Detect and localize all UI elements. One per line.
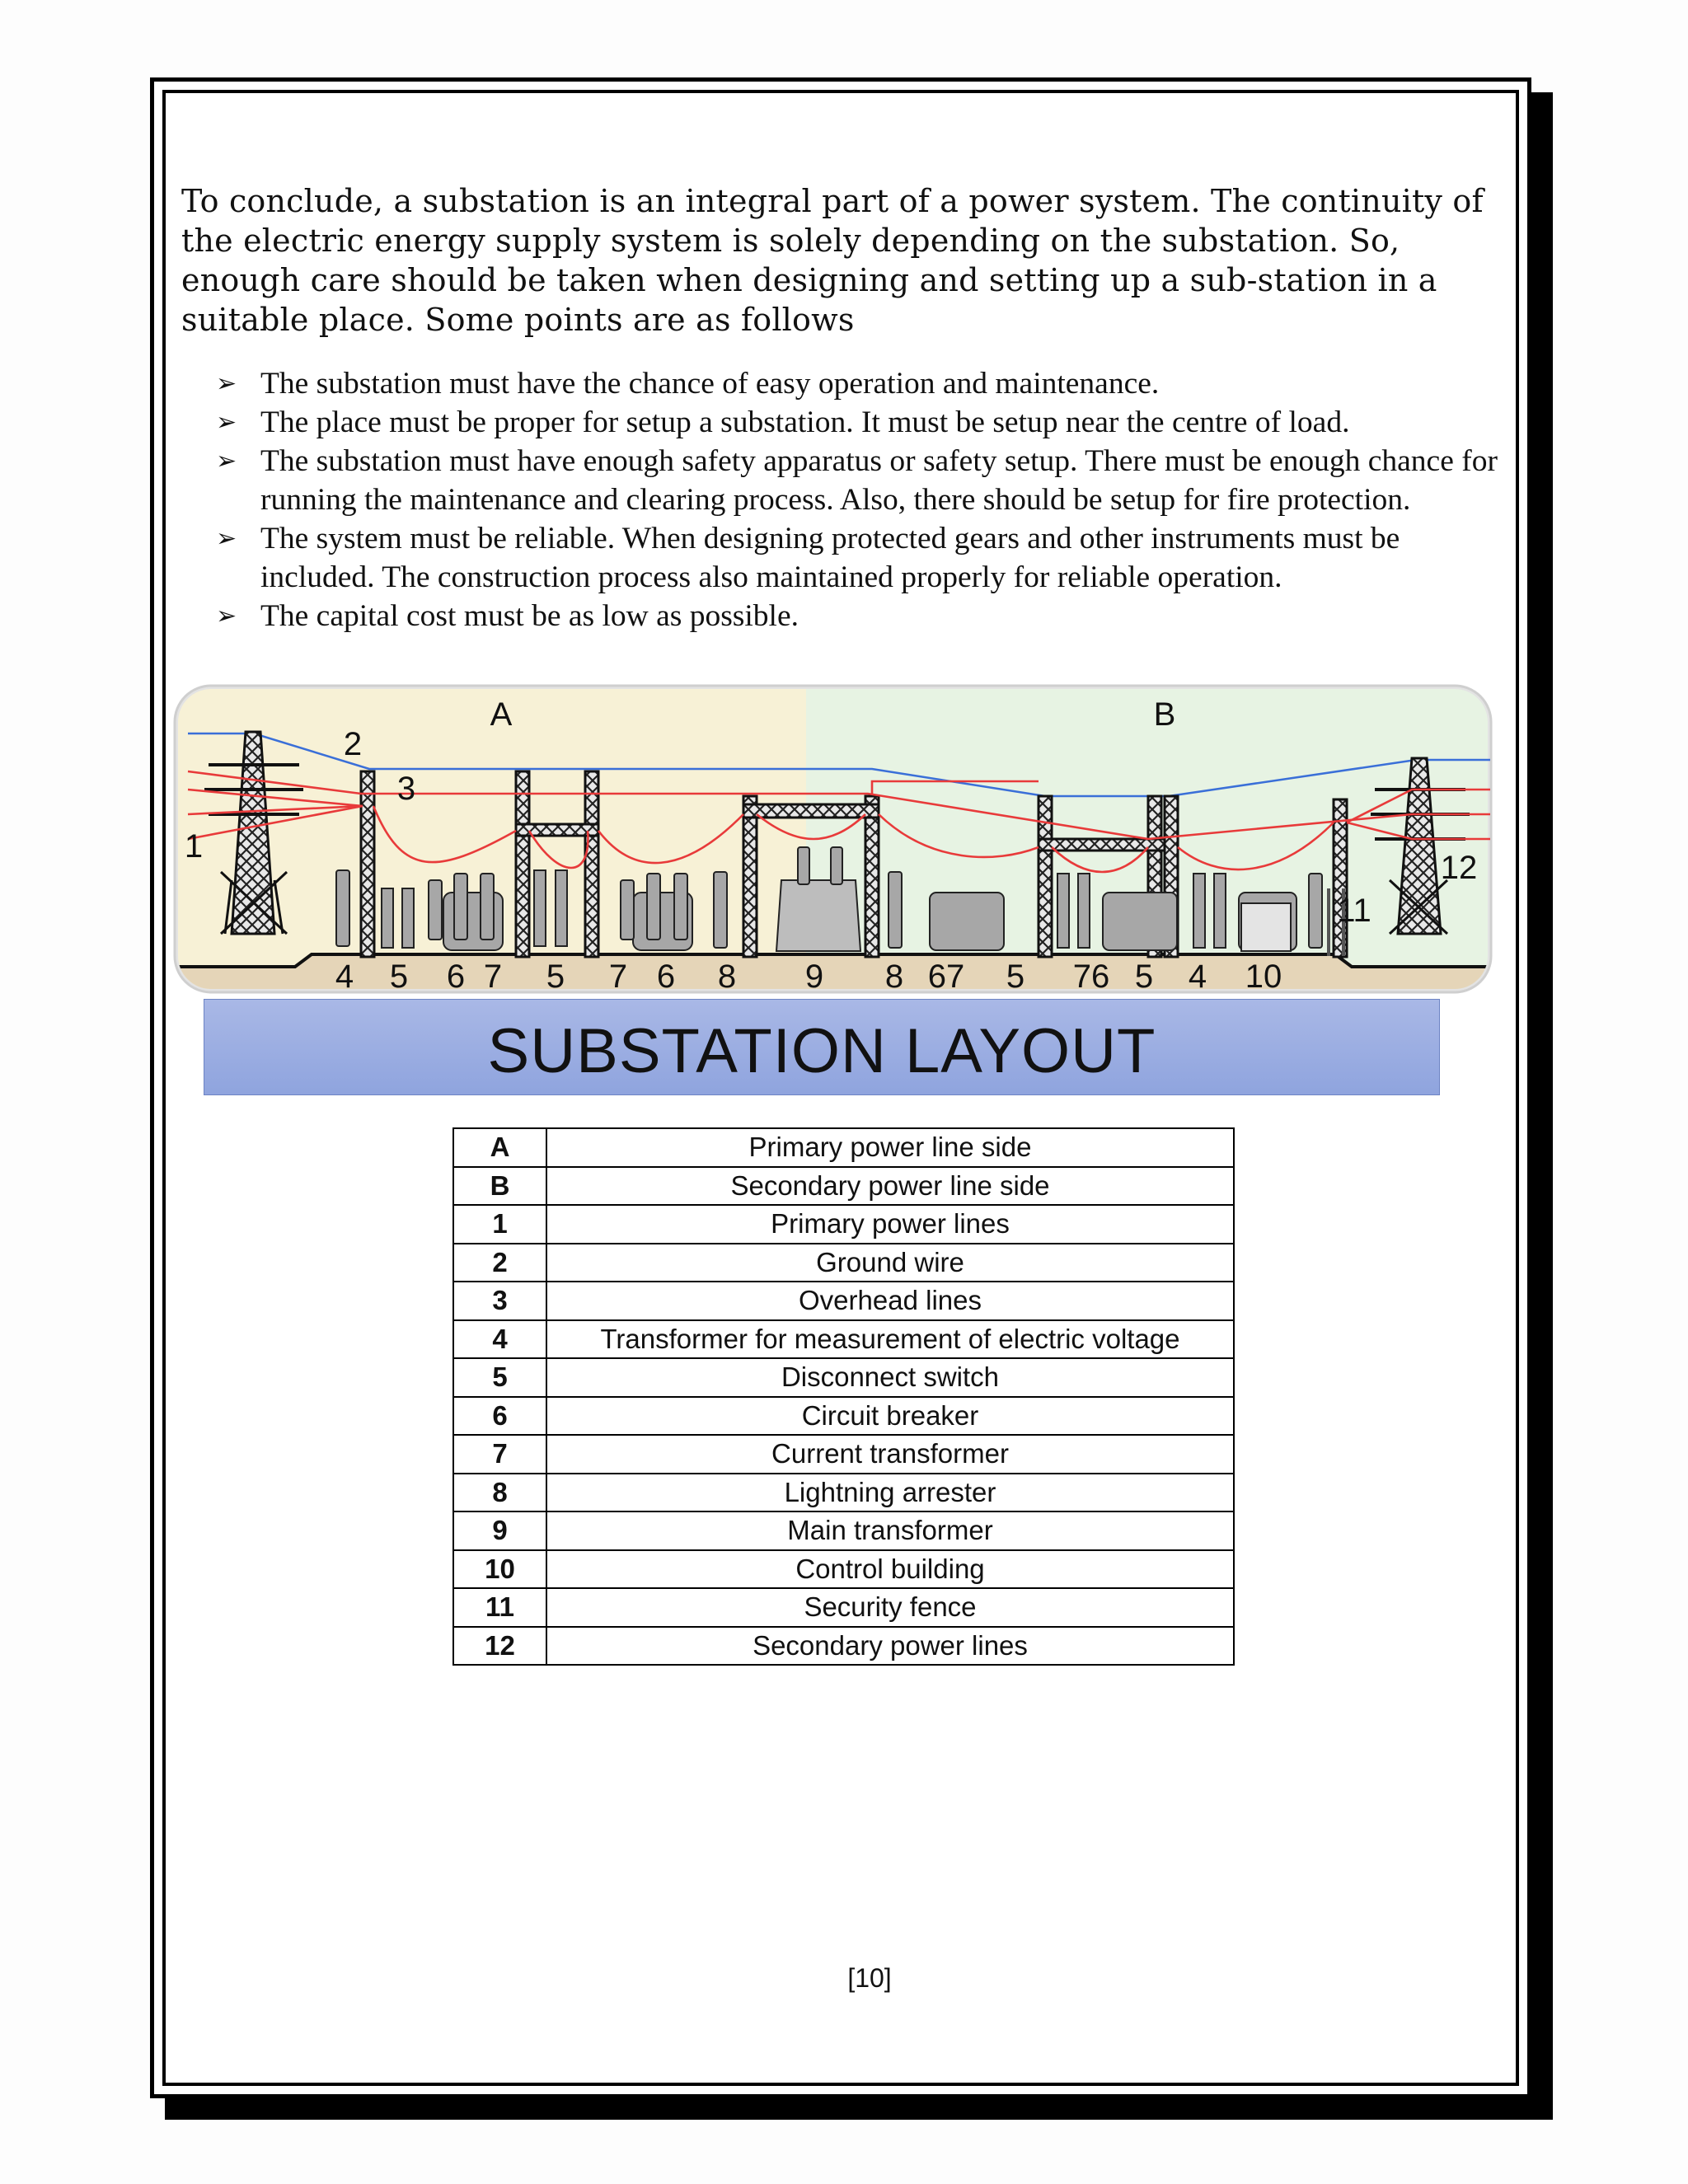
list-item — [216, 364, 1518, 403]
list-item-text: The substation must have the chance of easy operation and maintenance. — [260, 367, 1160, 401]
arrow-bullet-icon: ➢ — [216, 369, 237, 398]
legend-desc: Primary power lines — [546, 1205, 1234, 1244]
section-label-a: A — [490, 696, 513, 733]
list-item — [216, 519, 1518, 597]
table-row — [453, 1358, 1234, 1397]
ground-label: 5 — [389, 958, 409, 995]
callout-2: 2 — [343, 726, 363, 762]
page-number: [10] — [847, 1963, 892, 1993]
legend-desc: Security fence — [546, 1588, 1234, 1627]
arrow-bullet-icon: ➢ — [216, 602, 237, 630]
legend-desc: Main transformer — [546, 1511, 1234, 1550]
table-row — [453, 1435, 1234, 1474]
ground-label: 5 — [546, 958, 565, 995]
banner-title: SUBSTATION LAYOUT — [487, 1016, 1156, 1086]
legend-key: 11 — [453, 1588, 546, 1627]
legend-desc: Ground wire — [546, 1244, 1234, 1282]
ground-label: 5 — [1134, 958, 1154, 995]
points-list — [216, 364, 1518, 635]
table-row — [453, 1320, 1234, 1359]
ground-label: 5 — [1006, 958, 1025, 995]
legend-desc: Primary power line side — [546, 1128, 1234, 1167]
table-row — [453, 1550, 1234, 1589]
table-row — [453, 1627, 1234, 1666]
callout-3: 3 — [396, 771, 416, 807]
table-row — [453, 1511, 1234, 1550]
ground-label: 7 — [608, 958, 628, 995]
legend-key: 5 — [453, 1358, 546, 1397]
list-item — [216, 403, 1518, 442]
list-item-text: The system must be reliable. When designing protected gears and other instruments must be included. The construction process also maintained properly for reliable operation. — [260, 522, 1400, 594]
callout-11: 11 — [1337, 893, 1372, 929]
legend-key: 1 — [453, 1205, 546, 1244]
legend-desc: Transformer for measurement of electric voltage — [546, 1320, 1234, 1359]
arrow-bullet-icon: ➢ — [216, 447, 237, 476]
legend-key: 9 — [453, 1511, 546, 1550]
table-row — [453, 1128, 1234, 1167]
ground-label: 76 — [1072, 958, 1110, 995]
arrow-bullet-icon: ➢ — [216, 408, 237, 437]
legend-table — [452, 1127, 1235, 1666]
callout-1: 1 — [184, 828, 204, 865]
list-item — [216, 442, 1518, 519]
ground-label: 67 — [927, 958, 965, 995]
legend-desc: Secondary power lines — [546, 1627, 1234, 1666]
legend-desc: Circuit breaker — [546, 1397, 1234, 1436]
legend-key: 8 — [453, 1474, 546, 1512]
intro-paragraph: To conclude, a substation is an integral part of a power system. The continuity of the electric energy supply system is solely depending on the substation. So, enough care should be taken when designing and setting up a sub-station in a suitable place. Some points are as follows — [181, 183, 1484, 338]
ground-label: 4 — [335, 958, 354, 995]
list-item-text: The substation must have enough safety apparatus or safety setup. There must be enough chance for running the maintenance and clearing process. Also, there should be setup for fire protection. — [260, 444, 1498, 517]
list-item-text: The capital cost must be as low as possible. — [260, 599, 799, 633]
callout-12: 12 — [1440, 850, 1478, 886]
legend-key: 6 — [453, 1397, 546, 1436]
legend-key: 7 — [453, 1435, 546, 1474]
list-item-text: The place must be proper for setup a substation. It must be setup near the centre of load. — [260, 405, 1350, 439]
arrow-bullet-icon: ➢ — [216, 524, 237, 553]
ground-label: 6 — [656, 958, 676, 995]
section-label-b: B — [1153, 696, 1176, 733]
legend-desc: Disconnect switch — [546, 1358, 1234, 1397]
ground-label: 7 — [483, 958, 503, 995]
table-row — [453, 1205, 1234, 1244]
ground-label: 10 — [1245, 958, 1282, 995]
legend-key: A — [453, 1128, 546, 1167]
table-row — [453, 1397, 1234, 1436]
legend-desc: Overhead lines — [546, 1282, 1234, 1320]
table-row — [453, 1588, 1234, 1627]
table-row — [453, 1244, 1234, 1282]
legend-key: 2 — [453, 1244, 546, 1282]
legend-key: 12 — [453, 1627, 546, 1666]
legend-key: 10 — [453, 1550, 546, 1589]
table-row — [453, 1282, 1234, 1320]
ground-label: 9 — [804, 958, 824, 995]
table-row — [453, 1167, 1234, 1206]
list-item — [216, 597, 1518, 635]
legend-desc: Current transformer — [546, 1435, 1234, 1474]
ground-label: 8 — [884, 958, 904, 995]
legend-desc: Control building — [546, 1550, 1234, 1589]
legend-key: B — [453, 1167, 546, 1206]
ground-label: 4 — [1188, 958, 1207, 995]
control-building-icon — [1241, 903, 1291, 951]
table-row — [453, 1474, 1234, 1512]
substation-layout-banner — [204, 999, 1440, 1095]
legend-desc: Secondary power line side — [546, 1167, 1234, 1206]
ground-label: 8 — [717, 958, 737, 995]
ground-label: 6 — [446, 958, 466, 995]
legend-key: 4 — [453, 1320, 546, 1359]
substation-diagram — [171, 682, 1494, 996]
legend-desc: Lightning arrester — [546, 1474, 1234, 1512]
legend-key: 3 — [453, 1282, 546, 1320]
